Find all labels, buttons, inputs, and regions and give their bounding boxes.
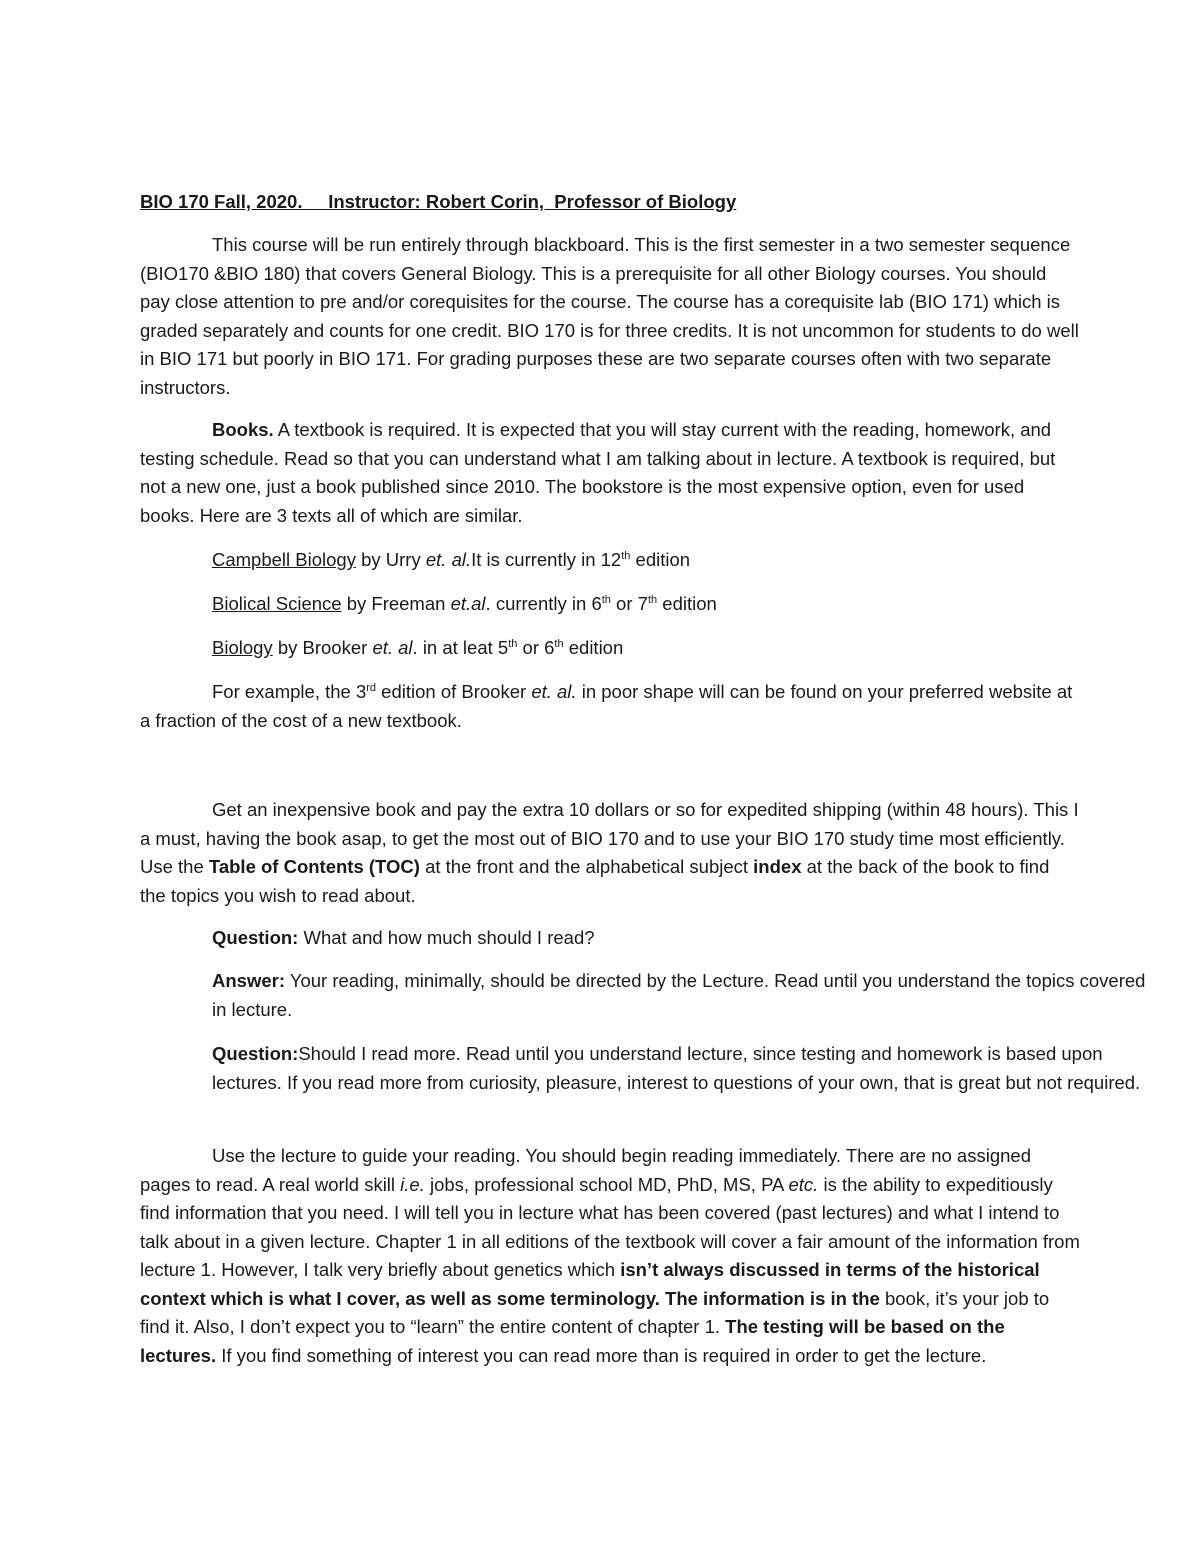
document-title [140,188,1080,217]
books-heading: Books. [212,419,274,440]
text-item-brooker: Biology by Brooker et. al. in at leat 5th or 6th edition [212,637,624,658]
instructor-line: Instructor: Robert Corin, Professor of Biology [328,191,737,212]
get-book-paragraph: Get an inexpensive book and pay the extra 10 dollars or so for expedited shipping (within 48 hours). This I a must, having the book asap, to get the most out of BIO 170 and to use your BIO 170 study time most efficiently. Use the Table of Contents (TOC) at the front and the alphabetical subject index at the back of the book to find the topics you wish to read about. [140,799,1079,906]
text-item-freeman: Biolical Science by Freeman et.al. currently in 6th or 7th edition [212,593,717,614]
final-paragraph: Use the lecture to guide your reading. You should begin reading immediately. There are no assigned pages to read. A real world skill i.e. jobs, professional school MD, PhD, MS, PA etc. is the ability to expeditiously find information that you need. I will tell you in lecture what has been covered (past lectures) and what I intend to talk about in a given lecture. Chapter 1 in all editions of the textbook will cover a fair amount of the information from lecture 1. However, I talk very briefly about genetics which isn’t always discussed in terms of the historical context which is what I cover, as well as some terminology. The information is in the book, it’s your job to find it. Also, I don’t expect you to “learn” the entire content of chapter 1. The testing will be based on the lectures. If you find something of interest you can read more than is required in order to get the lecture. [140,1145,1080,1366]
books-paragraph: Books. A textbook is required. It is expected that you will stay current with the reading, homework, and testing schedule. Read so that you can understand what I am talking about in lecture. A textbook is required, but not a new one, just a book published since 2010. The bookstore is the most expensive option, even for used books. Here are 3 texts all of which are similar. [140,419,1056,526]
answer-1: Answer: Your reading, minimally, should be directed by the Lecture. Read until you understand the topics covered in lecture. [212,970,1146,1020]
question-1: Question: What and how much should I read? [212,927,595,948]
course-title: BIO 170 Fall, 2020. [140,191,303,212]
question-2: Question:Should I read more. Read until you understand lecture, since testing and homework is based upon lectures. If you read more from curiosity, pleasure, interest to questions of your own, that is great but not required. [212,1043,1141,1093]
text-item-campbell: Campbell Biology by Urry et. al.It is currently in 12th edition [212,549,691,570]
intro-paragraph: This course will be run entirely through blackboard. This is the first semester in a two semester sequence (BIO170 &BIO 180) that covers General Biology. This is a prerequisite for all other Biology courses. You should pay close attention to pre and/or corequisites for the course. The course has a corequisite lab (BIO 171) which is graded separately and counts for one credit. BIO 170 is for three credits. It is not uncommon for students to do well in BIO 171 but poorly in BIO 171. For grading purposes these are two separate courses often with two separate instructors. [140,234,1079,398]
example-paragraph: For example, the 3rd edition of Brooker et. al. in poor shape will can be found on your preferred website at a fraction of the cost of a new textbook. [140,681,1073,731]
